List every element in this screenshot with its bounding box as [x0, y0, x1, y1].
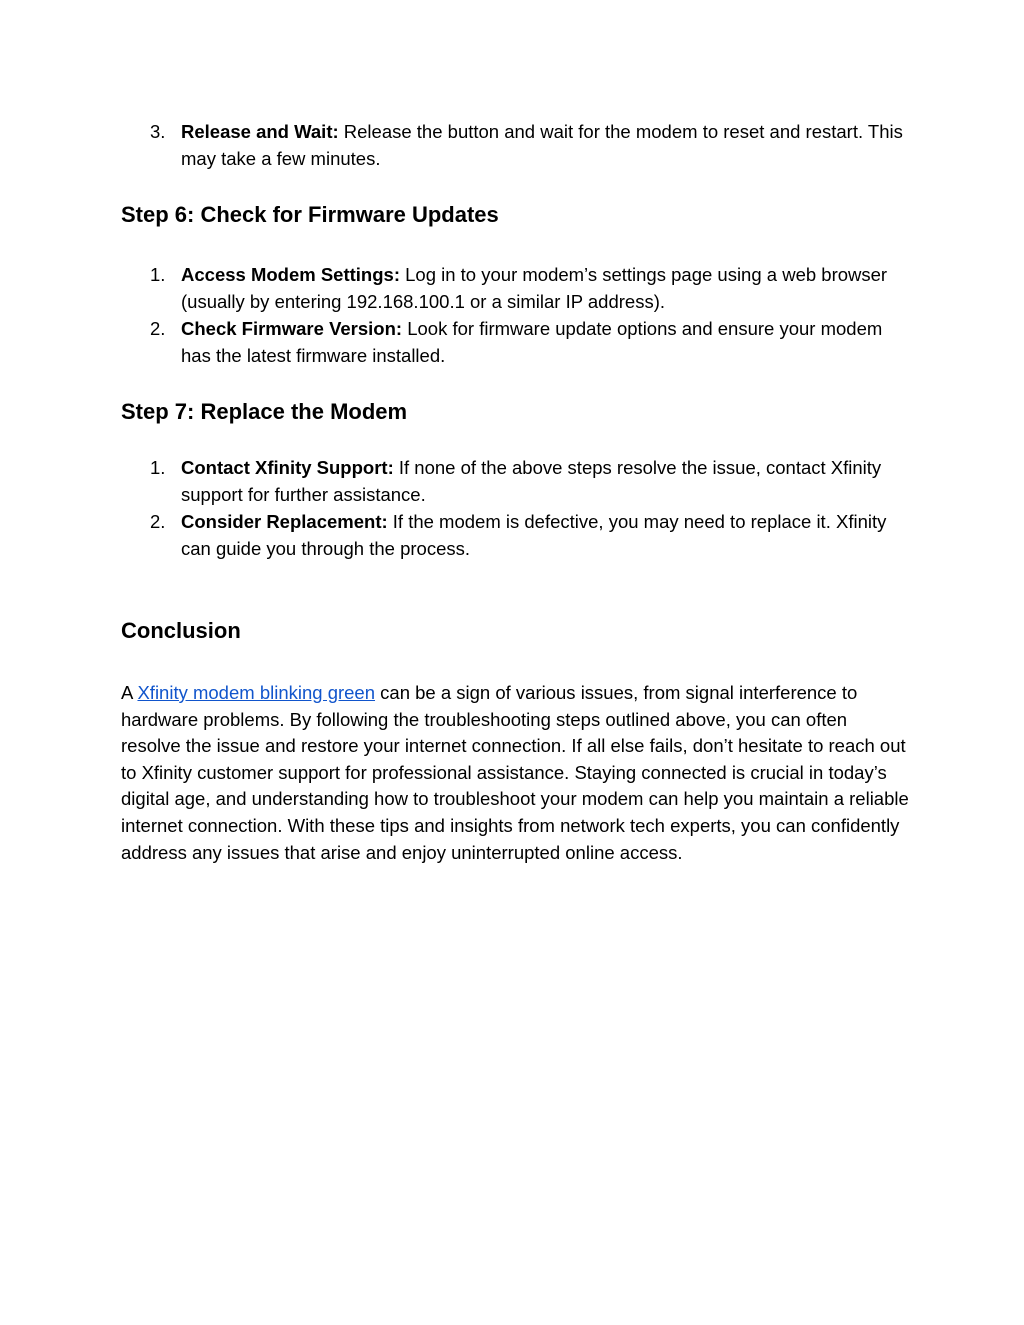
- list-item-body: Look for firmware update options and ensure your modem has the latest firmware installed.: [181, 318, 883, 366]
- list-number: 2.: [150, 318, 166, 339]
- list-number: 2.: [150, 511, 166, 532]
- conclusion-heading: Conclusion: [121, 618, 241, 643]
- list-item-label: Release and Wait:: [181, 121, 339, 142]
- list-number: 3.: [150, 121, 166, 142]
- list-item-text: [181, 508, 911, 562]
- list-item-text: [181, 315, 911, 369]
- list-item-label: Consider Replacement:: [181, 511, 388, 532]
- list-item-label: Contact Xfinity Support:: [181, 457, 394, 478]
- xfinity-modem-blinking-green-link[interactable]: Xfinity modem blinking green: [137, 682, 376, 703]
- list-item-body: If the modem is defective, you may need to replace it. Xfinity can guide you through the process.: [181, 511, 887, 559]
- conclusion-body: can be a sign of various issues, from signal interference to hardware problems. By following the troubleshooting steps outlined above, you can often resolve the issue and restore your internet connection. If all else fails, don’t hesitate to reach out to Xfinity customer support for professional assistance. Staying connected is crucial in today’s digital age, and understanding how to troubleshoot your modem can help you maintain a reliable internet connection. With these tips and insights from network tech experts, you can confidently address any issues that arise and enjoy uninterrupted online access.: [121, 682, 909, 863]
- step-6-heading: Step 6: Check for Firmware Updates: [121, 202, 499, 227]
- list-item-label: Access Modem Settings:: [181, 264, 400, 285]
- list-item-text: [181, 261, 911, 315]
- list-item-body: Release the button and wait for the modem to reset and restart. This may take a few minutes.: [181, 121, 903, 169]
- step-7-heading: Step 7: Replace the Modem: [121, 399, 408, 424]
- list-item-text: [181, 118, 911, 172]
- list-item-body: Log in to your modem’s settings page using a web browser (usually by entering 192.168.100.1 or a similar IP address).: [181, 264, 888, 312]
- conclusion-paragraph: [121, 680, 911, 866]
- conclusion-prefix: A: [121, 682, 138, 703]
- list-item-body: If none of the above steps resolve the issue, contact Xfinity support for further assistance.: [181, 457, 882, 505]
- list-number: 1.: [150, 457, 166, 478]
- list-number: 1.: [150, 264, 166, 285]
- list-item-label: Check Firmware Version:: [181, 318, 403, 339]
- list-item-text: [181, 454, 911, 508]
